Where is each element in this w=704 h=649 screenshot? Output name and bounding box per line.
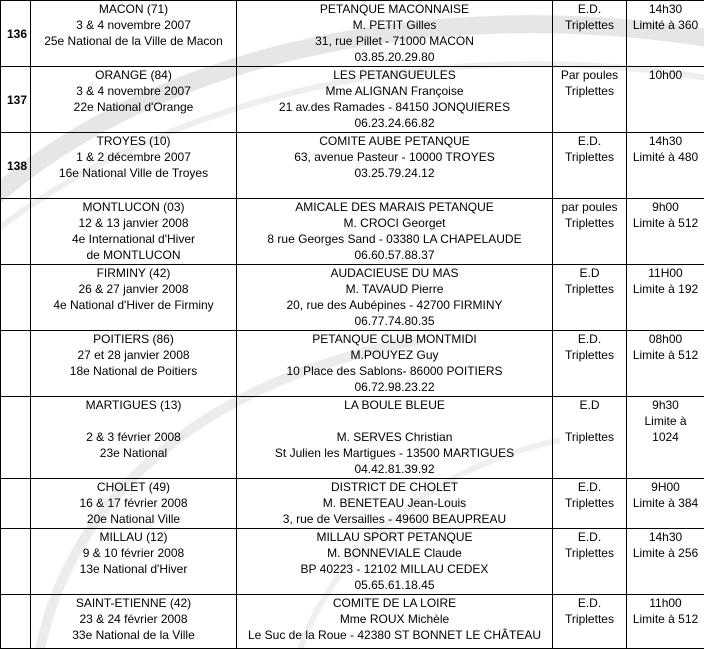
location-line: 25e National de la Ville de Macon (31, 33, 236, 49)
time-line: 14h30 (627, 529, 704, 545)
organizer-line: Mme ALIGNAN Françoise (237, 83, 552, 99)
format-line: Triplettes (553, 611, 626, 627)
time-line: Limite à 192 (627, 281, 704, 297)
format-line: E.D (553, 397, 626, 413)
organizer-line: PETANQUE CLUB MONTMIDI (237, 331, 552, 347)
location-line: TROYES (10) (31, 133, 236, 149)
organizer-line: COMITE AUBE PETANQUE (237, 133, 552, 149)
time-line: 08h00 (627, 331, 704, 347)
organizer-cell (237, 529, 553, 595)
location-line: SAINT-ETIENNE (42) (31, 595, 236, 611)
format-line: Triplettes (553, 215, 626, 231)
location-line: 13e National d'Hiver (31, 561, 236, 577)
organizer-cell (237, 479, 553, 529)
location-cell (31, 265, 237, 331)
organizer-line: 03.25.79.24.12 (237, 165, 552, 181)
format-cell (553, 1, 627, 67)
organizer-cell (237, 331, 553, 397)
time-line: Limite à 512 (627, 215, 704, 231)
format-cell (553, 331, 627, 397)
location-line: 27 et 28 janvier 2008 (31, 347, 236, 363)
table-row (1, 529, 704, 595)
organizer-line: LES PETANGUEULES (237, 67, 552, 83)
row-number: 138 (1, 133, 31, 199)
location-line: 33e National de la Ville (31, 627, 236, 643)
format-line: Triplettes (553, 495, 626, 511)
row-number (1, 331, 31, 397)
time-cell (627, 133, 704, 199)
organizer-line: M. CROCI Georget (237, 215, 552, 231)
location-cell (31, 479, 237, 529)
organizer-line: M. BENETEAU Jean-Louis (237, 495, 552, 511)
organizer-line: 8 rue Georges Sand - 03380 LA CHAPELAUDE (237, 231, 552, 247)
organizer-cell (237, 397, 553, 479)
time-line: Limite à (627, 413, 704, 429)
location-cell (31, 397, 237, 479)
format-cell (553, 397, 627, 479)
location-line: 3 & 4 novembre 2007 (31, 83, 236, 99)
organizer-line: Mme ROUX Michèle (237, 611, 552, 627)
organizer-line: M. BONNEVIALE Claude (237, 545, 552, 561)
format-line (553, 413, 626, 429)
location-cell (31, 595, 237, 649)
location-line: 26 & 27 janvier 2008 (31, 281, 236, 297)
organizer-line: PETANQUE MACONNAISE (237, 1, 552, 17)
table-row (1, 67, 704, 133)
format-line: E.D. (553, 529, 626, 545)
location-line (31, 413, 236, 429)
location-line: CHOLET (49) (31, 479, 236, 495)
time-line: 9h30 (627, 397, 704, 413)
row-number (1, 595, 31, 649)
table-row (1, 199, 704, 265)
organizer-line: 06.23.24.66.82 (237, 115, 552, 131)
organizer-line: 10 Place des Sablons- 86000 POITIERS (237, 363, 552, 379)
format-cell (553, 199, 627, 265)
time-cell (627, 1, 704, 67)
time-cell (627, 529, 704, 595)
location-line: MILLAU (12) (31, 529, 236, 545)
organizer-line: 06.77.74.80.35 (237, 313, 552, 329)
location-cell (31, 67, 237, 133)
organizer-line: M. PETIT Gilles (237, 17, 552, 33)
time-cell (627, 331, 704, 397)
format-cell (553, 265, 627, 331)
location-line: 3 & 4 novembre 2007 (31, 17, 236, 33)
organizer-line: COMITE DE LA LOIRE (237, 595, 552, 611)
time-line: Limité à 480 (627, 149, 704, 165)
location-line: 23 & 24 février 2008 (31, 611, 236, 627)
organizer-cell (237, 199, 553, 265)
location-cell (31, 529, 237, 595)
format-line: Triplettes (553, 429, 626, 445)
format-cell (553, 529, 627, 595)
location-line: ORANGE (84) (31, 67, 236, 83)
row-number (1, 199, 31, 265)
time-cell (627, 397, 704, 479)
row-number: 137 (1, 67, 31, 133)
format-line: Triplettes (553, 545, 626, 561)
organizer-line: M. TAVAUD Pierre (237, 281, 552, 297)
format-line: par poules (553, 199, 626, 215)
format-line: E.D. (553, 595, 626, 611)
location-line: 4e National d'Hiver de Firminy (31, 297, 236, 313)
format-line: Triplettes (553, 149, 626, 165)
location-line: 23e National (31, 445, 236, 461)
organizer-line: MILLAU SPORT PETANQUE (237, 529, 552, 545)
location-line: 12 & 13 janvier 2008 (31, 215, 236, 231)
format-cell (553, 595, 627, 649)
table-row (1, 397, 704, 479)
location-cell (31, 331, 237, 397)
format-line: Triplettes (553, 281, 626, 297)
location-cell (31, 199, 237, 265)
organizer-line: 04.42.81.39.92 (237, 461, 552, 477)
organizer-line: 3, rue de Versailles - 49600 BEAUPREAU (237, 511, 552, 527)
organizer-cell (237, 133, 553, 199)
organizer-line: AUDACIEUSE DU MAS (237, 265, 552, 281)
organizer-cell (237, 67, 553, 133)
location-line: de MONTLUCON (31, 247, 236, 263)
time-line: Limite à 256 (627, 545, 704, 561)
format-line: Triplettes (553, 17, 626, 33)
format-line: E.D (553, 265, 626, 281)
row-number (1, 529, 31, 595)
organizer-line (237, 413, 552, 429)
location-line: MARTIGUES (13) (31, 397, 236, 413)
time-line: 10h00 (627, 67, 704, 83)
row-number (1, 397, 31, 479)
organizer-line: 05.65.61.18.45 (237, 577, 552, 593)
location-line: 20e National Ville (31, 511, 236, 527)
time-cell (627, 479, 704, 529)
table-row (1, 595, 704, 649)
organizer-line: BP 40223 - 12102 MILLAU CEDEX (237, 561, 552, 577)
time-line: 11H00 (627, 265, 704, 281)
time-cell (627, 199, 704, 265)
location-line: FIRMINY (42) (31, 265, 236, 281)
table-row (1, 1, 704, 67)
organizer-line: LA BOULE BLEUE (237, 397, 552, 413)
format-line: E.D. (553, 133, 626, 149)
time-cell (627, 67, 704, 133)
location-line: 4e International d'Hiver (31, 231, 236, 247)
organizer-line: M. SERVES Christian (237, 429, 552, 445)
time-line: 11h00 (627, 595, 704, 611)
table-row (1, 479, 704, 529)
row-number (1, 265, 31, 331)
location-line: 2 & 3 février 2008 (31, 429, 236, 445)
organizer-line: 20, rue des Aubépines - 42700 FIRMINY (237, 297, 552, 313)
format-line: Triplettes (553, 83, 626, 99)
organizer-line: M.POUYEZ Guy (237, 347, 552, 363)
location-line: 16e National Ville de Troyes (31, 165, 236, 181)
time-line: Limite à 512 (627, 347, 704, 363)
time-line: 9H00 (627, 479, 704, 495)
format-line: Par poules (553, 67, 626, 83)
format-cell (553, 479, 627, 529)
organizer-cell (237, 595, 553, 649)
organizer-line: 06.72.98.23.22 (237, 379, 552, 395)
table-row (1, 133, 704, 199)
organizer-line: 21 av.des Ramades - 84150 JONQUIERES (237, 99, 552, 115)
location-line: MACON (71) (31, 1, 236, 17)
location-line: 16 & 17 février 2008 (31, 495, 236, 511)
time-line: 1024 (627, 429, 704, 445)
format-line: E.D. (553, 479, 626, 495)
organizer-line: 31, rue Pillet - 71000 MACON (237, 33, 552, 49)
time-cell (627, 595, 704, 649)
table-row (1, 331, 704, 397)
time-line: 9h00 (627, 199, 704, 215)
format-line: E.D. (553, 1, 626, 17)
format-cell (553, 67, 627, 133)
time-line: Limite à 384 (627, 495, 704, 511)
table-row (1, 265, 704, 331)
location-cell (31, 133, 237, 199)
organizer-line: DISTRICT DE CHOLET (237, 479, 552, 495)
row-number (1, 479, 31, 529)
time-cell (627, 265, 704, 331)
time-line: 14h30 (627, 133, 704, 149)
organizer-cell (237, 265, 553, 331)
organizer-line: St Julien les Martigues - 13500 MARTIGUES (237, 445, 552, 461)
location-line: MONTLUCON (03) (31, 199, 236, 215)
location-line: 18e National de Poitiers (31, 363, 236, 379)
organizer-line: 06.60.57.88.37 (237, 247, 552, 263)
location-line: 9 & 10 février 2008 (31, 545, 236, 561)
location-line: POITIERS (86) (31, 331, 236, 347)
format-cell (553, 133, 627, 199)
time-line: Limité à 360 (627, 17, 704, 33)
organizer-line: 63, avenue Pasteur - 10000 TROYES (237, 149, 552, 165)
location-cell (31, 1, 237, 67)
organizer-line: 03.85.20.29.80 (237, 49, 552, 65)
row-number: 136 (1, 1, 31, 67)
format-line: E.D. (553, 331, 626, 347)
organizer-line: Le Suc de la Roue - 42380 ST BONNET LE CHÂTEAU (237, 627, 552, 643)
organizer-cell (237, 1, 553, 67)
time-line: 14h30 (627, 1, 704, 17)
format-line: Triplettes (553, 347, 626, 363)
time-line: Limite à 512 (627, 611, 704, 627)
location-line: 22e National d'Orange (31, 99, 236, 115)
organizer-line: AMICALE DES MARAIS PETANQUE (237, 199, 552, 215)
location-line: 1 & 2 décembre 2007 (31, 149, 236, 165)
